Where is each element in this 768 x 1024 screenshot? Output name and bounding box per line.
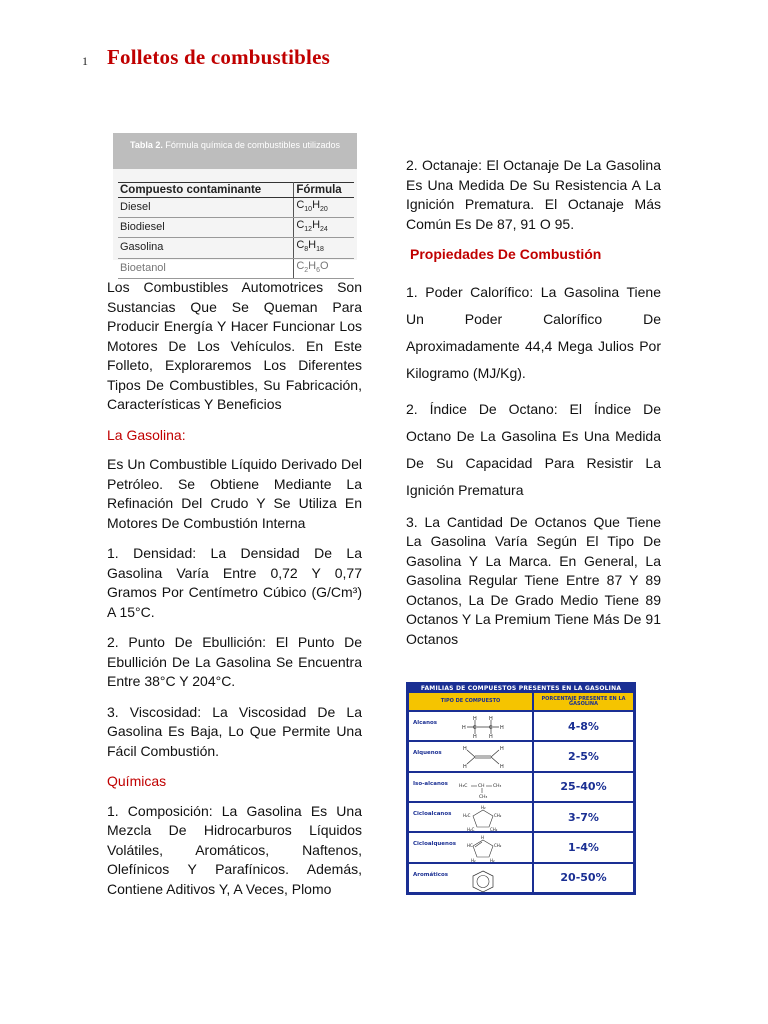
page-number: 1 [82, 54, 88, 68]
svg-text:C: C [473, 725, 477, 731]
table-cell-formula: $C_2H_6O$ [294, 258, 354, 278]
svg-text:H: H [489, 734, 493, 740]
left-column [107, 278, 362, 910]
families-row [409, 831, 633, 864]
svg-text:C: C [489, 725, 493, 731]
families-row [409, 862, 633, 892]
svg-text:H₂: H₂ [471, 858, 476, 864]
svg-text:CH₃: CH₃ [493, 783, 502, 789]
cycloalkane-structure-icon [453, 805, 513, 833]
svg-text:CH₂: CH₂ [494, 843, 502, 849]
family-name: Cicloalquenos [413, 841, 456, 848]
families-row [409, 740, 633, 770]
family-percent: 4-8% [568, 719, 599, 733]
densidad-paragraph: 1. Densidad: La Densidad De La Gasolina Varía Entre 0,72 Y 0,77 Gramos Por Centímetro Cúbico (G/Cm³) A 15°C. [107, 545, 362, 620]
svg-text:H: H [500, 746, 504, 753]
svg-text:CH₂: CH₂ [494, 812, 502, 818]
families-row [409, 771, 633, 801]
propiedades-heading: Propiedades De Combustión [410, 246, 602, 262]
family-percent: 20-50% [560, 871, 607, 885]
table-row [118, 238, 354, 258]
cantidad-octanos-paragraph: 3. La Cantidad De Octanos Que Tiene La Gasolina Varía Según El Tipo De Gasolina Y La Marca. En General, La Gasolina Regular Tiene Entre 87 Y 89 Octanos, La De Grado Medio Tiene 89 Octanos Y La Premium Tiene Más De 91 Octanos [406, 513, 661, 647]
family-percent: 2-5% [568, 749, 599, 763]
viscosidad-paragraph: 3. Viscosidad: La Viscosidad De La Gasolina Es Baja, Lo Que Permite Una Fácil Combustión. [107, 703, 362, 759]
right-column [406, 156, 661, 660]
family-name: Iso-alcanos [413, 780, 448, 787]
benzene-ring-icon [453, 866, 513, 896]
svg-text:H: H [481, 835, 485, 841]
families-row [409, 801, 633, 831]
indice-octano-paragraph: 2. Índice De Octano: El Índice De Octano De La Gasolina Es Una Medida De Su Capacidad Para Resistir La Ignición Prematura [406, 400, 661, 498]
svg-text:H: H [473, 734, 477, 740]
svg-text:H: H [463, 764, 467, 771]
family-name: Alquenos [413, 750, 442, 757]
alkene-structure-icon [453, 744, 513, 770]
gasolina-description: Es Un Combustible Líquido Derivado Del Petróleo. Se Obtiene Mediante La Refinación Del Crudo Y Se Utiliza En Motores De Combustión Interna [107, 456, 362, 531]
families-header [409, 693, 633, 710]
table-cell-compound: Gasolina [118, 238, 294, 258]
page-title: Folletos de combustibles [107, 45, 330, 69]
gasolina-heading: La Gasolina: [107, 426, 186, 443]
table-header-row [118, 183, 354, 198]
family-percent: 3-7% [568, 810, 599, 824]
table-header-compound: Compuesto contaminante [118, 183, 294, 198]
family-percent: 25-40% [560, 780, 607, 794]
svg-text:H: H [462, 725, 466, 731]
svg-text:H: H [463, 746, 467, 753]
svg-text:CH: CH [478, 783, 485, 789]
table-caption [113, 133, 357, 169]
cycloalkene-structure-icon [453, 835, 513, 863]
quimicas-heading: Químicas [107, 773, 167, 789]
table-caption-text: Fórmula química de combustibles utilizados [165, 140, 340, 150]
poder-calorifico-paragraph: 1. Poder Calorífico: La Gasolina Tiene Un Poder Calorífico De Aproximadamente 44,4 Mega Julios Por Kilogramo (MJ/Kg). [406, 283, 661, 381]
svg-text:H: H [500, 764, 504, 771]
families-table [409, 693, 633, 892]
isoalkane-structure-icon [453, 775, 523, 801]
svg-text:H₂: H₂ [481, 804, 486, 810]
families-header-percent: PORCENTAJE PRESENTE EN LA GASOLINA [541, 695, 626, 707]
composicion-paragraph: 1. Composición: La Gasolina Es Una Mezcla De Hidrocarburos Líquidos Volátiles, Aromáticos, Naftenos, Olefínicos Y Parafínicos. Además, Contiene Aditivos Y, A Veces, Plomo [107, 802, 362, 897]
table-cell-formula: $C_8H_{18}$ [294, 238, 354, 258]
table-row [118, 198, 354, 218]
intro-paragraph: Los Combustibles Automotrices Son Sustancias Que Se Queman Para Producir Energía Y Hacer Funcionar Los Motores De Los Vehículos. En Este Folleto, Exploraremos Los Diferentes Tipos De Combustibles, Su Fabricación, Características Y Beneficios [107, 279, 362, 412]
table-header-formula: Fórmula [294, 183, 354, 198]
table-cell-formula: $C_{12}H_{24}$ [294, 218, 354, 238]
ebullicion-paragraph: 2. Punto De Ebullición: El Punto De Ebullición De La Gasolina Se Encuentra Entre 38°C Y 204°C. [107, 634, 362, 689]
table-row [118, 218, 354, 238]
family-name: Alcanos [413, 720, 438, 726]
svg-text:H: H [473, 716, 477, 722]
table-cell-compound: Bioetanol [118, 258, 294, 278]
families-header-type: TIPO DE COMPUESTO [409, 693, 534, 710]
svg-text:HC: HC [467, 843, 473, 849]
fuel-formula-table-image [113, 133, 357, 274]
families-title: FAMILIAS DE COMPUESTOS PRESENTES EN LA GASOLINA [420, 685, 622, 692]
svg-text:H: H [500, 725, 504, 731]
table-caption-label: Tabla 2. [130, 140, 163, 150]
table-cell-formula: $C_{10}H_{20}$ [294, 198, 354, 218]
family-name: Cicloalcanos [413, 810, 452, 817]
fuel-formula-table [118, 182, 354, 279]
svg-text:H: H [489, 716, 493, 722]
alkane-structure-icon [453, 714, 513, 740]
svg-text:H₃C: H₃C [459, 783, 468, 789]
svg-text:CH₂: CH₂ [490, 826, 498, 832]
compound-families-image [406, 682, 636, 895]
families-row [409, 710, 633, 740]
svg-text:H₂: H₂ [490, 858, 495, 864]
table-cell-compound: Biodiesel [118, 218, 294, 238]
family-name: Aromáticos [413, 871, 449, 878]
table-row [118, 258, 354, 278]
family-percent: 1-4% [568, 840, 599, 854]
svg-text:H₂C: H₂C [467, 826, 475, 832]
table-cell-compound: Diesel [118, 198, 294, 218]
octanaje-paragraph: 2. Octanaje: El Octanaje De La Gasolina Es Una Medida De Su Resistencia A La Ignición Prematura. El Octanaje Más Común Es De 87, 91 O 95. [406, 157, 661, 232]
svg-text:H₂C: H₂C [463, 812, 471, 818]
svg-text:CH₃: CH₃ [479, 794, 488, 800]
